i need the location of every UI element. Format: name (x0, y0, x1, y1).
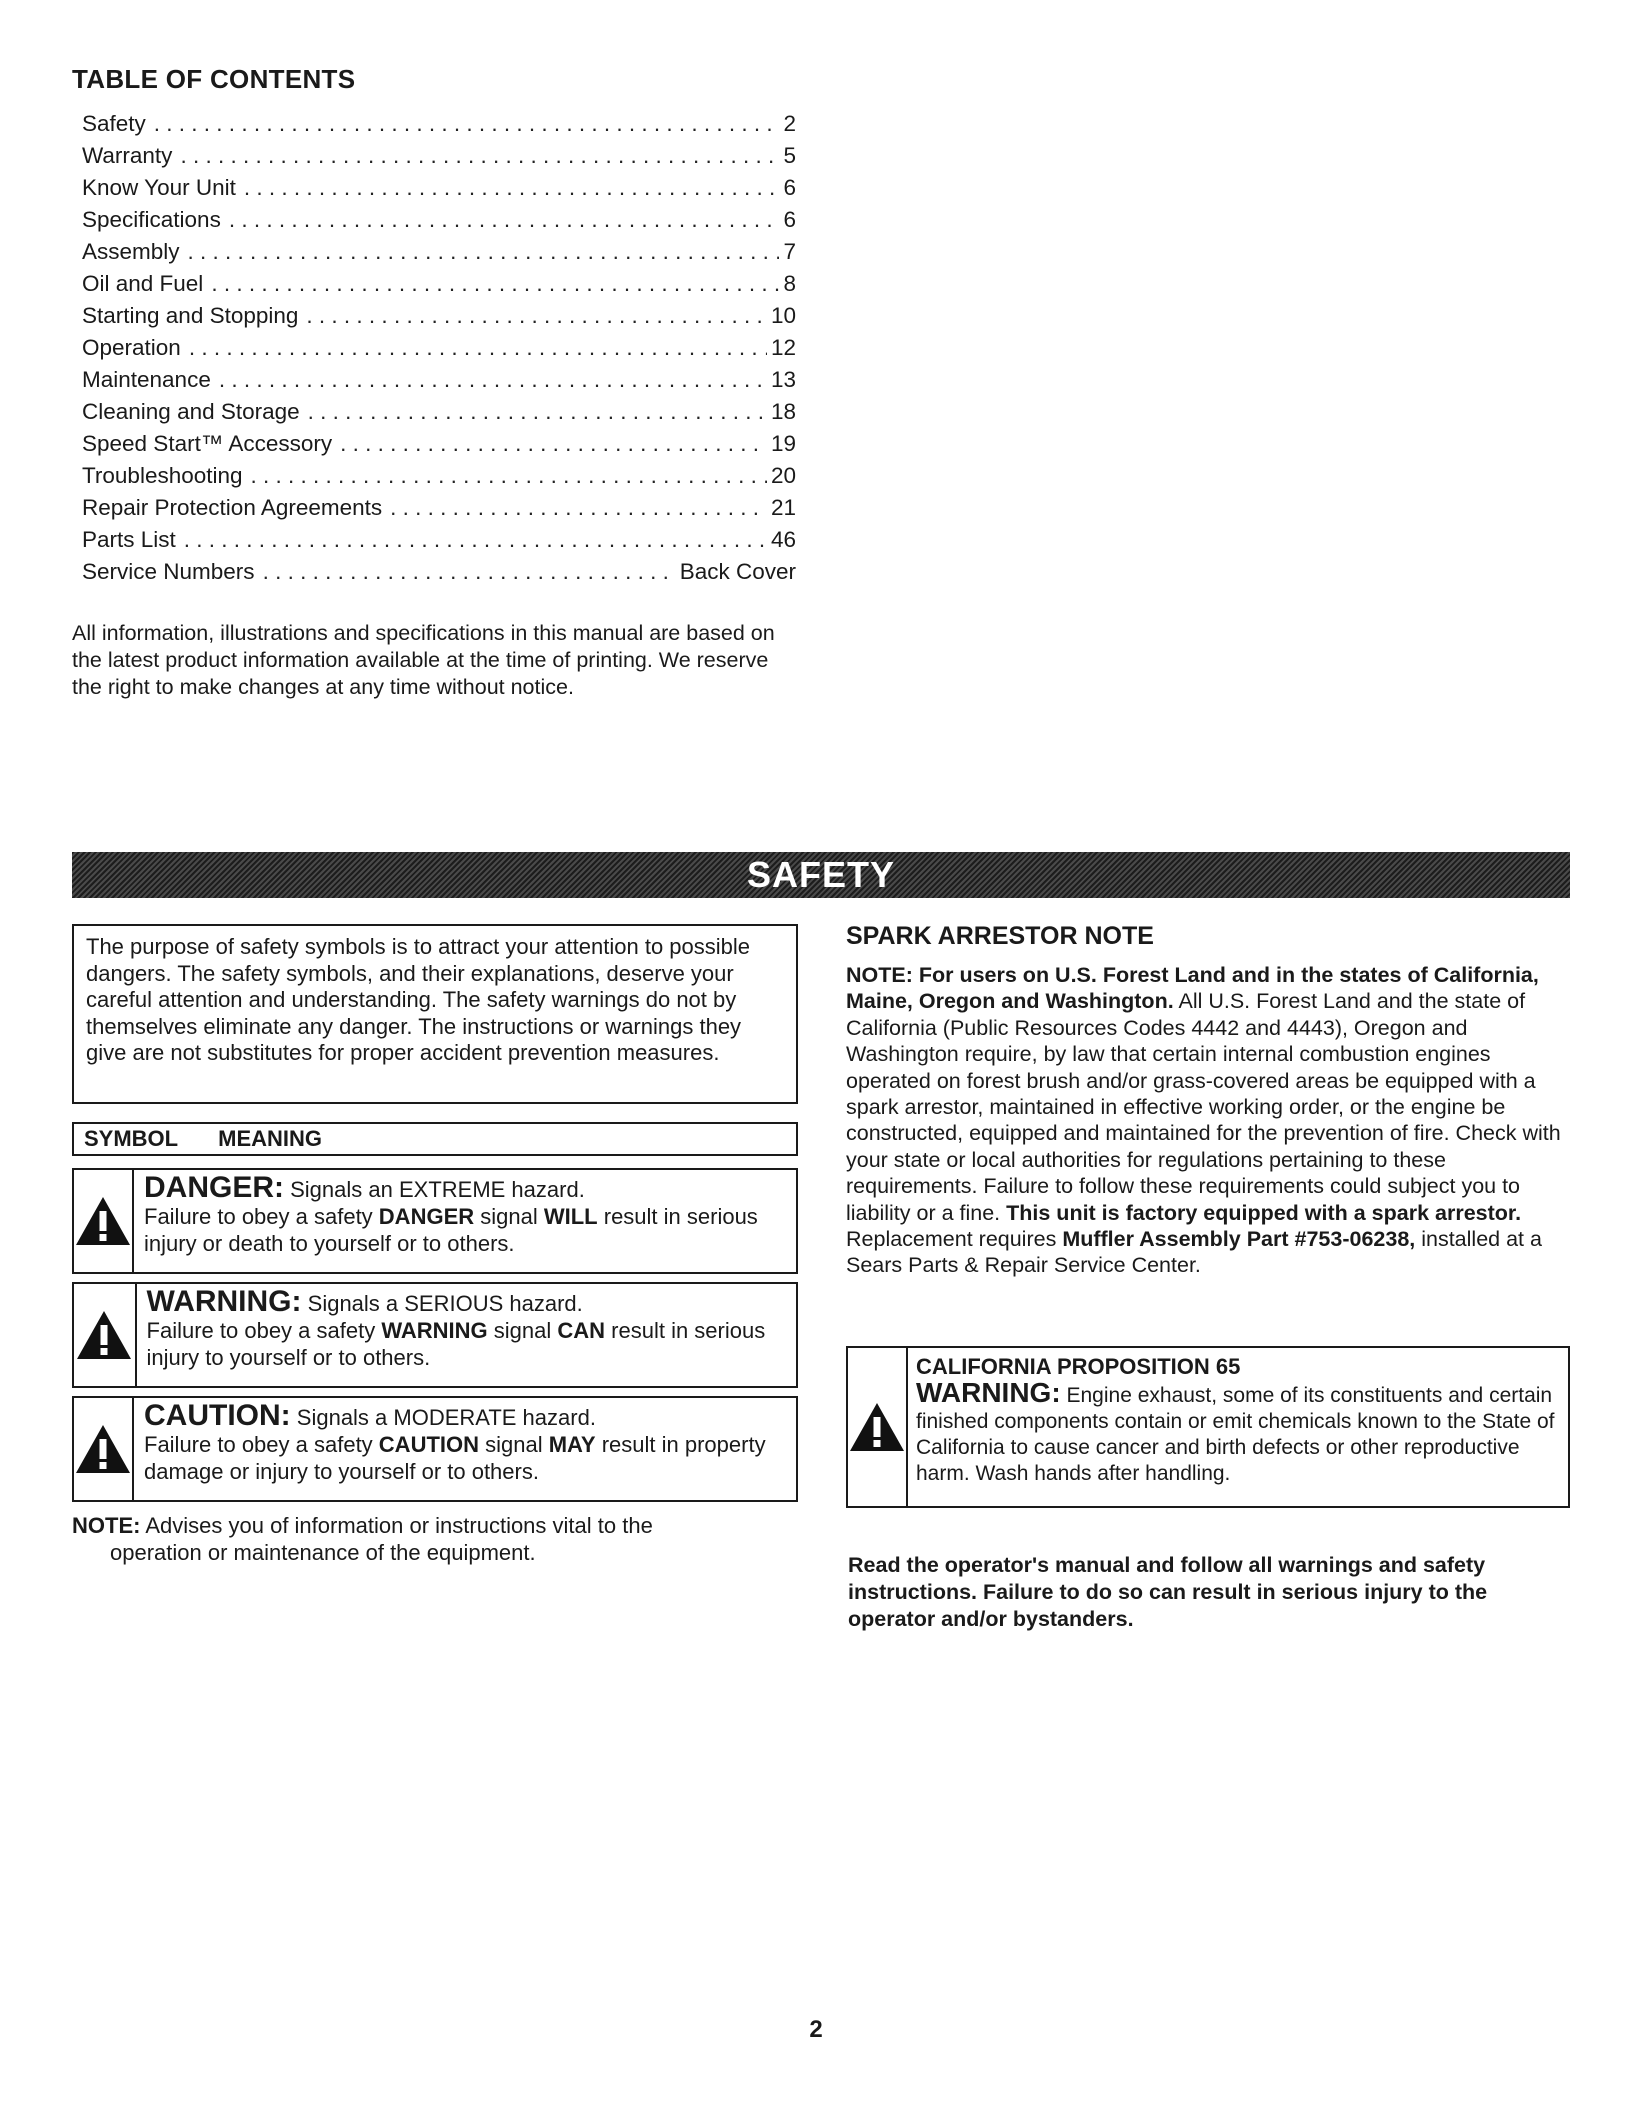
toc-entry (82, 332, 796, 364)
toc-entry-title: Speed Start™ Accessory (82, 431, 333, 456)
toc-dot-leader (180, 140, 779, 172)
toc-entry (82, 172, 796, 204)
toc-entry-page: 7 (783, 239, 796, 264)
toc-dot-leader (251, 460, 767, 492)
toc-entry-page: 46 (770, 527, 796, 552)
toc-dot-leader (390, 492, 767, 524)
prop65-symbol-cell (848, 1348, 908, 1506)
warning-triangle-icon (75, 1309, 133, 1361)
danger-subtitle: Signals an EXTREME hazard. (290, 1177, 585, 1202)
toc-dot-leader (154, 108, 780, 140)
toc-entry-title: Specifications (82, 207, 221, 232)
toc-entry-title: Starting and Stopping (82, 303, 299, 328)
caution-label: CAUTION: (144, 1399, 291, 1432)
warning-box (72, 1282, 798, 1388)
california-prop65-box (846, 1346, 1570, 1508)
toc-entry (82, 364, 796, 396)
danger-label: DANGER: (144, 1171, 284, 1204)
toc-dot-leader (184, 524, 767, 556)
toc-entry-page: 12 (770, 335, 796, 360)
warning-triangle-icon (74, 1423, 132, 1475)
toc-entry-page: Back Cover (679, 559, 796, 584)
toc-entry-title: Know Your Unit (82, 175, 236, 200)
warning-triangle-icon (848, 1401, 906, 1453)
danger-description: Failure to obey a safety DANGER signal WILL result in serious injury or death to yourself or to others. (144, 1204, 758, 1256)
warning-subtitle: Signals a SERIOUS hazard. (307, 1291, 583, 1316)
toc-entry-title: Cleaning and Storage (82, 399, 300, 424)
prop65-heading: CALIFORNIA PROPOSITION 65 (916, 1354, 1241, 1379)
toc-entry-page: 19 (770, 431, 796, 456)
toc-entry-page: 6 (783, 175, 796, 200)
toc-entry-page: 2 (783, 111, 796, 136)
toc-entry-page: 5 (783, 143, 796, 168)
disclaimer-text: All information, illustrations and specifications in this manual are based on the latest product information available at the time of printing. We reserve the right to make changes at any time without notice. (72, 621, 775, 699)
toc-entry (82, 524, 796, 556)
toc-entry-title: Parts List (82, 527, 176, 552)
toc-entry (82, 428, 796, 460)
warning-symbol-cell (74, 1284, 137, 1386)
toc-entry-page: 6 (783, 207, 796, 232)
toc-entry-page: 21 (770, 495, 796, 520)
toc-entry-title: Warranty (82, 143, 173, 168)
safety-purpose-box: The purpose of safety symbols is to attract your attention to possible dangers. The safety symbols, and their explanations, deserve your careful attention and understanding. The safety warnings do not by themselves eliminate any danger. The instructions or warnings they give are not substitutes for proper accident prevention measures. (72, 924, 798, 1104)
toc-entry-page: 20 (770, 463, 796, 488)
toc-entry (82, 460, 796, 492)
toc-dot-leader (189, 332, 767, 364)
toc-entry-title: Assembly (82, 239, 180, 264)
spark-arrestor-body: NOTE: For users on U.S. Forest Land and in the states of California, Maine, Oregon and Washington. All U.S. Forest Land and the state of California (Public Resources Codes 4442 and 4443), Oregon and Washington require, by law that certain internal combustion engines operated on forest brush and/or grass-covered areas be equipped with a spark arrestor, maintained in effective working order, or the engine be constructed, equipped and maintained for the prevention of fire. Check with your state or local authorities for regulations pertaining to these requirements. Failure to follow these requirements could subject you to liability or a fine. This unit is factory equipped with a spark arrestor. Replacement requires Muffler Assembly Part #753-06238, installed at a Sears Parts & Repair Service Center. (846, 963, 1561, 1278)
note-label: NOTE: (72, 1513, 141, 1538)
toc-dot-leader (306, 300, 767, 332)
warning-label: WARNING: (146, 1285, 302, 1318)
toc-entry (82, 140, 796, 172)
toc-entry (82, 204, 796, 236)
toc-entry-page: 18 (770, 399, 796, 424)
toc-entry-page: 8 (783, 271, 796, 296)
caution-box (72, 1396, 798, 1502)
meaning-column-label: MEANING (218, 1126, 323, 1151)
toc-dot-leader (219, 364, 767, 396)
toc-entry-title: Service Numbers (82, 559, 255, 584)
page-number: 2 (809, 2016, 823, 2043)
read-manual-notice: Read the operator's manual and follow all warnings and safety instructions. Failure to do so can result in serious injury to the operator and/or bystanders. (848, 1553, 1488, 1631)
toc-entry (82, 108, 796, 140)
toc-dot-leader (188, 236, 780, 268)
prop65-text: WARNING: Engine exhaust, some of its constituents and certain finished components contain or emit chemicals known to the State of California to cause cancer and birth defects or other reproductive harm. Wash hands after handling. (916, 1377, 1555, 1485)
symbol-meaning-header (72, 1122, 798, 1156)
toc-dot-leader (263, 556, 676, 588)
toc-entry (82, 556, 796, 588)
toc-dot-leader (229, 204, 780, 236)
toc-dot-leader (308, 396, 767, 428)
note-text: NOTE: Advises you of information or instructions vital to the operation or maintenance of the equipment. (72, 1513, 653, 1565)
warning-triangle-icon (74, 1195, 132, 1247)
toc-dot-leader (340, 428, 767, 460)
toc-entry-title: Oil and Fuel (82, 271, 204, 296)
toc-entry (82, 300, 796, 332)
toc-entry-title: Maintenance (82, 367, 211, 392)
toc-entry-page: 10 (770, 303, 796, 328)
toc-entry (82, 268, 796, 300)
toc-entry-title: Troubleshooting (82, 463, 243, 488)
caution-subtitle: Signals a MODERATE hazard. (296, 1405, 596, 1430)
danger-symbol-cell (74, 1170, 134, 1272)
spark-arrestor-heading: SPARK ARRESTOR NOTE (846, 922, 1154, 950)
toc-heading: TABLE OF CONTENTS (72, 64, 356, 94)
toc-list (82, 108, 796, 588)
toc-entry (82, 492, 796, 524)
prop65-warning-label: WARNING: (916, 1377, 1061, 1408)
safety-banner (72, 852, 1570, 898)
caution-symbol-cell (74, 1398, 134, 1500)
toc-entry (82, 236, 796, 268)
safety-title: SAFETY (746, 854, 895, 895)
danger-box (72, 1168, 798, 1274)
warning-description: Failure to obey a safety WARNING signal CAN result in serious injury to yourself or to others. (146, 1318, 766, 1370)
toc-entry (82, 396, 796, 428)
symbol-column-label: SYMBOL (84, 1126, 179, 1151)
caution-description: Failure to obey a safety CAUTION signal MAY result in property damage or injury to yourself or to others. (144, 1432, 766, 1484)
toc-entry-title: Safety (82, 111, 146, 136)
toc-dot-leader (211, 268, 779, 300)
toc-entry-title: Operation (82, 335, 181, 360)
toc-entry-page: 13 (770, 367, 796, 392)
toc-dot-leader (244, 172, 780, 204)
toc-entry-title: Repair Protection Agreements (82, 495, 383, 520)
